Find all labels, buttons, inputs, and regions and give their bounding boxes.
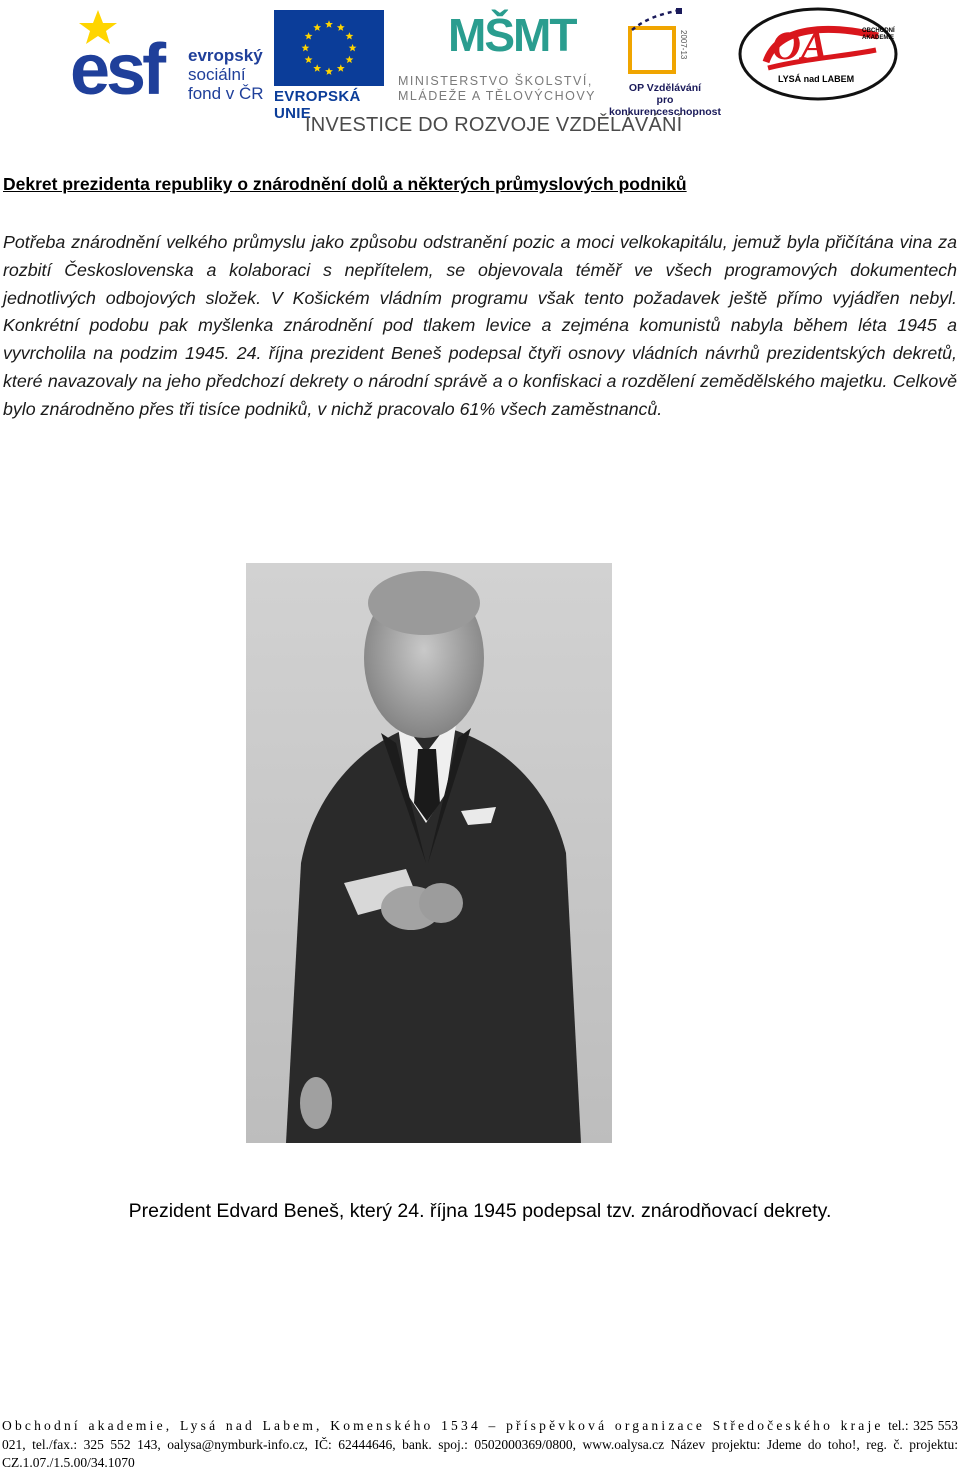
esf-line2: sociální: [188, 65, 246, 84]
footer: [2, 1417, 958, 1473]
oa-side: OBCHODNÍ AKADEMIE: [862, 28, 895, 41]
footer-line1: Obchodní akademie, Lysá nad Labem, Komenského 1534 – příspěvková organizace Středočeského kraje: [2, 1418, 884, 1433]
op-year: 2007-13: [679, 30, 688, 60]
op-line1: OP Vzdělávání: [628, 82, 702, 94]
esf-line1: evropský: [188, 46, 263, 65]
oa-line1: LYSÁ nad LABEM: [778, 74, 855, 84]
document-paragraph: Potřeba znárodnění velkého průmyslu jako způsobu odstranění pozic a moci velkokapitálu, jemuž byla přičítána vina za rozbití Československa a kolaboraci s nepřítelem, se objevovala téměř ve všech programových dokumentech jednotlivých odbojových složek. V Košickém vládním programu však tento požadavek ještě přímo vyjádřen nebyl. Konkrétní podobu pak myšlenka znárodnění pod tlakem levice a zejména komunistů nabyla během léta 1945 a vyvrcholila na podzim 1945. 24. října prezident Beneš podepsal čtyři osnovy vládních návrhů prezidentských dekretů, které navazovaly na jeho předchozí dekrety o národní správě a o konfiskaci a rozdělení zemědělského majetku. Celkově bylo znárodněno přes tři tisíce podniků, v nichž pracovalo 61% všech zaměstnanců.: [3, 232, 957, 419]
benes-photo: [246, 563, 612, 1143]
eu-flag-icon: [274, 10, 384, 86]
msmt-logo: [396, 8, 596, 108]
portrait-image: [246, 563, 612, 1143]
msmt-line1: MINISTERSTVO ŠKOLSTVÍ,: [398, 74, 593, 88]
op-emblem-icon: [622, 8, 702, 80]
eu-logo: [274, 10, 390, 122]
oa-logo: [738, 6, 900, 102]
msmt-line2: MLÁDEŽE A TĚLOVÝCHOVY: [398, 89, 596, 103]
esf-line3: fond v ČR: [188, 84, 264, 103]
header-logos: [0, 0, 960, 140]
document-title: Dekret prezidenta republiky o znárodnění dolů a některých průmyslových podniků: [3, 174, 687, 194]
oa-mark: OA: [772, 23, 828, 68]
msmt-mark: MŠMT: [448, 9, 576, 61]
footer-line2: tel.: 325 553 021, tel./fax.: 325 552 143, oalysa@nymburk-info.cz, IČ: 62444646, bank. spoj.: 0502000369/0800, www.oalysa.cz Název projektu: Jdeme do toho!, reg. č. projektu: CZ.1.07./1.5.00/34.1070: [2, 1418, 959, 1470]
esf-logo: [70, 8, 270, 110]
esf-mark: esf: [70, 30, 163, 110]
investice-slogan: INVESTICE DO ROZVOJE VZDĚLÁVÁNÍ: [305, 114, 683, 136]
eu-label: EVROPSKÁ UNIE: [274, 88, 361, 122]
photo-caption: Prezident Edvard Beneš, který 24. října 1945 podepsal tzv. znárodňovací dekrety.: [128, 1200, 832, 1222]
op-line2: pro konkurenceschopnost: [608, 94, 722, 118]
op-logo: [600, 8, 730, 118]
